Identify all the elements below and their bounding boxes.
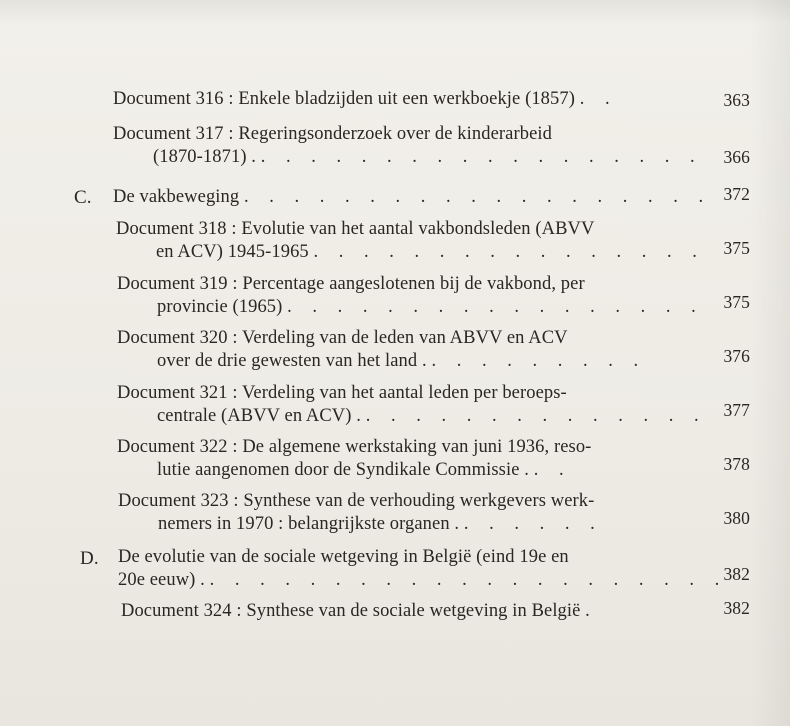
- leader-dots: . . . . . . . . .: [431, 351, 647, 371]
- toc-entry-text: Document 320 : Verdeling van de leden van ABVV en ACV: [117, 328, 568, 348]
- leader-dots: . . . . . . . . . . . . . . . . . . .: [243, 187, 712, 207]
- section-letter: D.: [80, 548, 99, 569]
- leader-dots: . . . . . . . . . . . . . . . .: [313, 242, 705, 262]
- leader-dots: . . . . . . . . . . . . . . . . . . . . .: [209, 570, 728, 590]
- toc-entry-text-cont: en ACV) 1945-1965: [156, 242, 309, 262]
- leader-dots: . . . . . .: [463, 514, 603, 534]
- page-number: 380: [723, 508, 750, 528]
- toc-entry-text-cont: nemers in 1970 : belangrijkste organen .: [158, 514, 460, 534]
- page-number: 377: [723, 400, 750, 420]
- leader-dots: . .: [533, 460, 572, 480]
- page-number: 363: [723, 90, 750, 110]
- toc-entry-text-cont: (1870-1871) .: [153, 147, 257, 167]
- leader-dots: . . . . . . . . . . . . . .: [365, 406, 707, 426]
- page-right-shadow: [750, 0, 790, 726]
- toc-entry-text: Document 324 : Synthese van de sociale wetgeving in België .: [121, 601, 590, 621]
- leader-dots: . . . . . . . . . . . . . . . . . .: [260, 147, 703, 167]
- toc-entry-text: Document 321 : Verdeling van het aantal leden per beroeps-: [117, 383, 567, 403]
- page-number: 372: [723, 184, 750, 204]
- section-title-cont: 20e eeuw) .: [118, 570, 205, 590]
- section-letter: C.: [74, 187, 92, 208]
- toc-entry-text: Document 316 : Enkele bladzijden uit een werkboekje (1857): [113, 89, 575, 109]
- toc-entry-text: Document 322 : De algemene werkstaking van juni 1936, reso-: [117, 437, 592, 457]
- leader-dots: . .: [579, 89, 618, 109]
- section-title: De evolutie van de sociale wetgeving in België (eind 19e en: [118, 547, 569, 567]
- toc-entry-text: Document 317 : Regeringsonderzoek over de kinderarbeid: [113, 124, 552, 144]
- toc-entry-text: Document 318 : Evolutie van het aantal vakbondsleden (ABVV: [116, 219, 595, 239]
- page-number: 382: [723, 564, 750, 584]
- leader-dots: . . . . . . . . . . . . . . . . .: [287, 297, 704, 317]
- page-top-shadow: [0, 0, 790, 24]
- page-number: 382: [723, 598, 750, 618]
- section-title: De vakbeweging: [113, 187, 240, 207]
- toc-entry-text: Document 319 : Percentage aangeslotenen bij de vakbond, per: [117, 274, 585, 294]
- toc-entry-text-cont: centrale (ABVV en ACV) .: [157, 406, 361, 426]
- page-number: 376: [723, 346, 750, 366]
- page-number: 375: [723, 238, 750, 258]
- toc-entry-text-cont: over de drie gewesten van het land .: [157, 351, 427, 371]
- toc-entry-text: Document 323 : Synthese van de verhouding werkgevers werk-: [118, 491, 595, 511]
- page-number: 366: [723, 147, 750, 167]
- page-number: 375: [723, 292, 750, 312]
- toc-entry-text-cont: provincie (1965): [157, 297, 283, 317]
- page-number: 378: [723, 454, 750, 474]
- toc-entry-text-cont: lutie aangenomen door de Syndikale Commissie .: [157, 460, 529, 480]
